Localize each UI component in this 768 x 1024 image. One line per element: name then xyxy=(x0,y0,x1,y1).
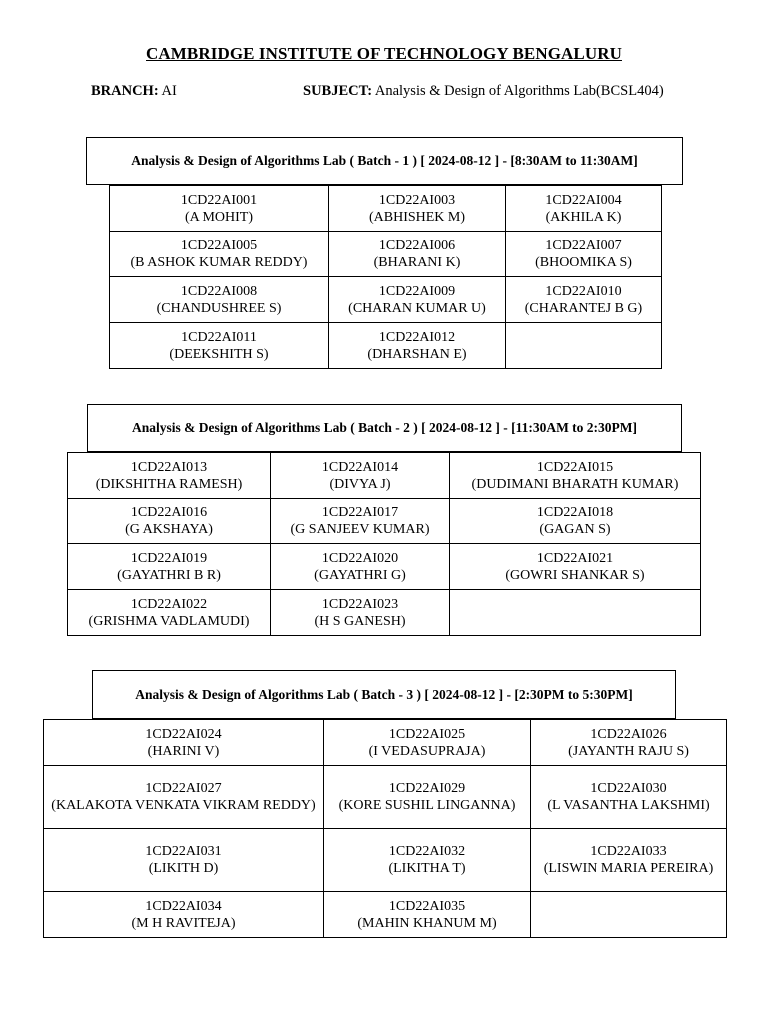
student-cell xyxy=(329,186,506,232)
student-cell xyxy=(271,590,450,636)
student-usn: 1CD22AI011 xyxy=(181,329,257,345)
student-cell xyxy=(329,323,506,369)
student-cell xyxy=(44,829,324,892)
subject-label: SUBJECT: xyxy=(303,83,373,99)
student-name: (LIKITHA T) xyxy=(388,861,466,876)
student-usn: 1CD22AI006 xyxy=(378,238,456,253)
student-cell xyxy=(68,544,271,590)
student-usn: 1CD22AI005 xyxy=(180,238,258,253)
table-row xyxy=(110,277,662,323)
subject-value: Analysis & Design of Algorithms Lab(BCSL404) xyxy=(374,83,664,99)
student-usn: 1CD22AI017 xyxy=(321,505,399,520)
student-usn: 1CD22AI027 xyxy=(145,781,222,796)
student-cell xyxy=(68,499,271,544)
student-name: (DIVYA J) xyxy=(329,476,391,492)
student-name: (LIKITH D) xyxy=(148,861,219,876)
student-usn: 1CD22AI001 xyxy=(180,192,258,208)
student-usn: 1CD22AI030 xyxy=(590,781,667,796)
student-name: (I VEDASUPRAJA) xyxy=(368,743,486,759)
student-cell xyxy=(531,766,727,829)
student-usn: 1CD22AI019 xyxy=(130,550,208,566)
student-usn: 1CD22AI004 xyxy=(545,192,622,208)
student-cell xyxy=(506,277,662,323)
student-usn: 1CD22AI013 xyxy=(130,459,208,475)
student-name: (GRISHMA VADLAMUDI) xyxy=(88,613,250,629)
student-usn: 1CD22AI010 xyxy=(545,283,622,299)
student-usn: 1CD22AI007 xyxy=(545,238,622,253)
student-usn: 1CD22AI016 xyxy=(130,505,208,520)
student-usn: 1CD22AI012 xyxy=(378,329,456,345)
empty-cell xyxy=(506,323,662,369)
student-usn: 1CD22AI024 xyxy=(145,726,222,742)
student-name: (CHARANTEJ B G) xyxy=(524,300,643,316)
student-name: (ABHISHEK M) xyxy=(368,209,466,225)
student-cell xyxy=(68,590,271,636)
student-cell xyxy=(324,766,531,829)
table-row xyxy=(44,892,727,938)
student-usn: 1CD22AI003 xyxy=(378,192,456,208)
student-name: (MAHIN KHANUM M) xyxy=(357,915,497,931)
branch-label: BRANCH: xyxy=(91,83,159,99)
student-cell xyxy=(450,544,701,590)
student-usn: 1CD22AI029 xyxy=(388,781,466,796)
student-name: (M H RAVITEJA) xyxy=(131,915,236,931)
batch-3-heading: Analysis & Design of Algorithms Lab ( Batch - 3 ) [ 2024-08-12 ] - [2:30PM to 5:30PM] xyxy=(92,670,676,719)
student-name: (GAYATHRI G) xyxy=(314,567,406,583)
batch-3-table xyxy=(43,719,727,938)
student-usn: 1CD22AI023 xyxy=(321,596,399,612)
student-name: (DUDIMANI BHARATH KUMAR) xyxy=(471,476,679,492)
student-name: (DEEKSHITH S) xyxy=(169,346,269,362)
student-name: (L VASANTHA LAKSHMI) xyxy=(547,798,710,813)
subject-line xyxy=(303,83,664,100)
student-name: (JAYANTH RAJU S) xyxy=(568,743,689,759)
student-cell xyxy=(110,277,329,323)
student-cell xyxy=(44,892,324,938)
student-name: (B ASHOK KUMAR REDDY) xyxy=(130,255,308,270)
table-row xyxy=(110,186,662,232)
table-row xyxy=(110,323,662,369)
table-row xyxy=(44,720,727,766)
student-cell xyxy=(531,720,727,766)
student-usn: 1CD22AI018 xyxy=(536,505,614,520)
student-name: (BHARANI K) xyxy=(373,255,461,270)
branch-value: AI xyxy=(161,83,177,99)
table-row xyxy=(110,232,662,277)
student-name: (DHARSHAN E) xyxy=(367,346,467,362)
student-cell xyxy=(506,232,662,277)
student-usn: 1CD22AI015 xyxy=(536,459,614,475)
student-cell xyxy=(271,453,450,499)
student-name: (H S GANESH) xyxy=(314,613,406,629)
student-name: (DIKSHITHA RAMESH) xyxy=(95,476,243,492)
student-name: (GAYATHRI B R) xyxy=(117,567,221,583)
batch-2-heading: Analysis & Design of Algorithms Lab ( Batch - 2 ) [ 2024-08-12 ] - [11:30AM to 2:30PM] xyxy=(87,404,682,452)
student-name: (BHOOMIKA S) xyxy=(535,255,632,270)
student-usn: 1CD22AI034 xyxy=(145,898,222,914)
student-cell xyxy=(329,277,506,323)
student-usn: 1CD22AI025 xyxy=(388,726,466,742)
student-name: (G SANJEEV KUMAR) xyxy=(290,522,430,537)
student-usn: 1CD22AI022 xyxy=(130,596,208,612)
student-cell xyxy=(110,232,329,277)
student-cell xyxy=(68,453,271,499)
student-name: (GAGAN S) xyxy=(539,522,611,537)
student-cell xyxy=(271,544,450,590)
student-name: (CHANDUSHREE S) xyxy=(156,300,282,316)
empty-cell xyxy=(450,590,701,636)
table-row xyxy=(68,453,701,499)
institute-title: CAMBRIDGE INSTITUTE OF TECHNOLOGY BENGALURU xyxy=(146,44,622,63)
student-name: (AKHILA K) xyxy=(545,209,622,225)
table-row xyxy=(68,499,701,544)
student-usn: 1CD22AI009 xyxy=(378,283,456,299)
student-name: (G AKSHAYA) xyxy=(125,522,213,537)
empty-cell xyxy=(531,892,727,938)
student-name: (CHARAN KUMAR U) xyxy=(348,300,486,316)
student-usn: 1CD22AI026 xyxy=(590,726,667,742)
student-name: (A MOHIT) xyxy=(184,209,254,225)
batch-2-table xyxy=(67,452,701,636)
student-cell xyxy=(44,720,324,766)
student-cell xyxy=(324,829,531,892)
student-usn: 1CD22AI008 xyxy=(180,283,258,299)
student-cell xyxy=(450,453,701,499)
student-cell xyxy=(324,720,531,766)
batch-1-table xyxy=(109,185,662,369)
table-row xyxy=(44,766,727,829)
student-cell xyxy=(531,829,727,892)
table-row xyxy=(68,544,701,590)
student-usn: 1CD22AI031 xyxy=(145,844,222,859)
batch-1-heading: Analysis & Design of Algorithms Lab ( Batch - 1 ) [ 2024-08-12 ] - [8:30AM to 11:30AM] xyxy=(86,137,683,185)
student-name: (HARINI V) xyxy=(147,743,220,759)
student-usn: 1CD22AI021 xyxy=(536,550,614,566)
branch-line xyxy=(91,83,177,100)
student-usn: 1CD22AI032 xyxy=(388,844,466,859)
table-row xyxy=(44,829,727,892)
student-cell xyxy=(506,186,662,232)
table-row xyxy=(68,590,701,636)
student-cell xyxy=(324,892,531,938)
student-name: (KALAKOTA VENKATA VIKRAM REDDY) xyxy=(51,798,316,813)
student-cell xyxy=(110,186,329,232)
student-usn: 1CD22AI014 xyxy=(321,459,399,475)
student-cell xyxy=(450,499,701,544)
student-usn: 1CD22AI035 xyxy=(388,898,466,914)
student-name: (GOWRI SHANKAR S) xyxy=(505,567,645,583)
student-cell xyxy=(110,323,329,369)
student-usn: 1CD22AI033 xyxy=(590,844,667,859)
student-cell xyxy=(271,499,450,544)
student-name: (KORE SUSHIL LINGANNA) xyxy=(338,798,516,813)
student-cell xyxy=(329,232,506,277)
student-usn: 1CD22AI020 xyxy=(321,550,399,566)
student-name: (LISWIN MARIA PEREIRA) xyxy=(543,861,714,876)
student-cell xyxy=(44,766,324,829)
